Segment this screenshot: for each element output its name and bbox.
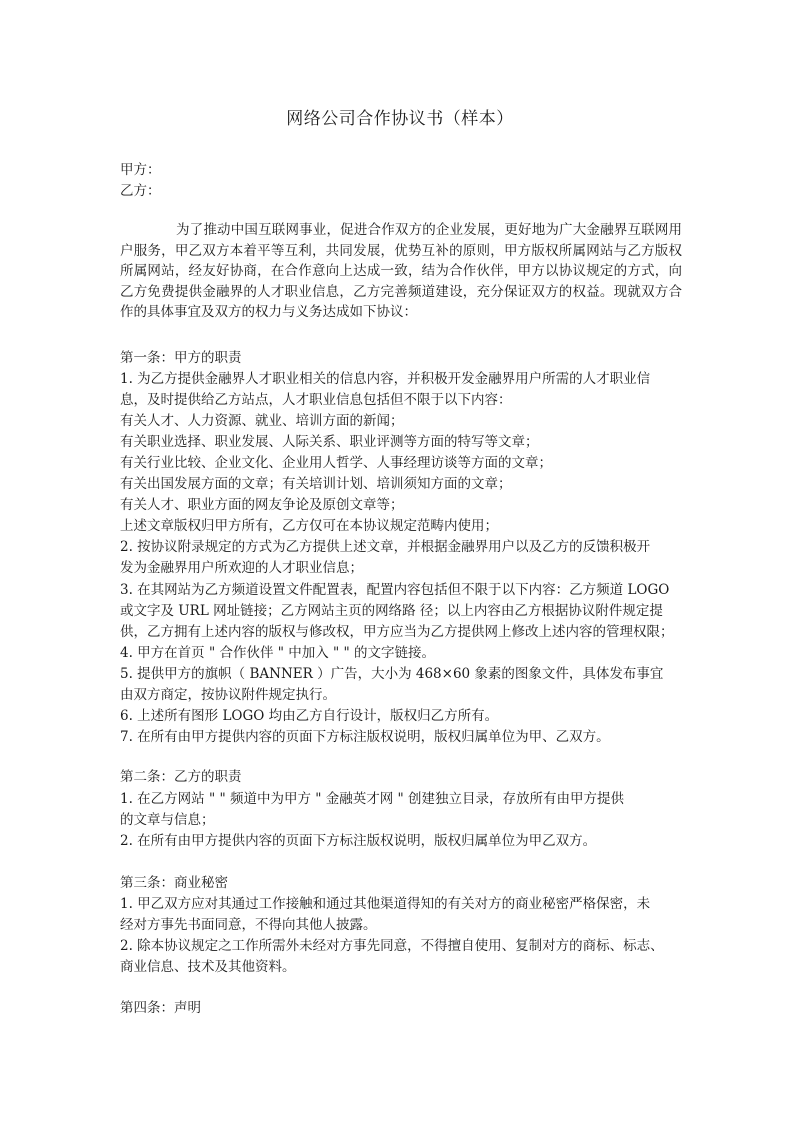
article-1-line: 息，及时提供给乙方站点，人才职业信息包括但不限于以下内容：: [120, 392, 512, 408]
article-2-heading: 第二条：乙方的职责: [120, 769, 242, 785]
article-3-line: 2. 除本协议规定之工作所需外未经对方事先同意，不得擅自使用、复制对方的商标、标志、: [120, 938, 664, 954]
party-a-label: 甲方：: [120, 162, 161, 178]
article-1-line: 5. 提供甲方的旗帜（ BANNER ）广告，大小为 468×60 象素的图象文件，具体发布事宜: [120, 666, 664, 682]
intro-paragraph: 为了推动中国互联网事业，促进合作双方的企业发展，更好地为广大金融界互联网用户服务，甲乙双方本着平等互利，共同发展，优势互补的原则，甲方版权所属网站与乙方版权所属网站，经友好协商，在合作意向上达成一致，结为合作伙伴，甲方以协议规定的方式，向乙方免费提供金融界的人才职业信息，乙方完善频道建设，充分保证双方的权益。现就双方合作的具体事宜及双方的权力与义务达成如下协议：: [120, 222, 682, 320]
party-b-label: 乙方：: [120, 183, 161, 199]
article-1-line: 有关出国发展方面的文章；有关培训计划、培训须知方面的文章；: [120, 476, 512, 492]
article-4-heading: 第四条：声明: [120, 1000, 201, 1016]
article-1-heading: 第一条：甲方的职责: [120, 350, 242, 366]
article-1-line: 供，乙方拥有上述内容的版权与修改权，甲方应当为乙方提供网上修改上述内容的管理权限；: [120, 624, 674, 640]
article-1-line: 上述文章版权归甲方所有，乙方仅可在本协议规定范畴内使用；: [120, 518, 498, 534]
article-1-line: 有关职业选择、职业发展、人际关系、职业评测等方面的特写等文章；: [120, 434, 539, 450]
article-1-line: 有关人才、人力资源、就业、培训方面的新闻；: [120, 413, 404, 429]
article-1-line: 1. 为乙方提供金融界人才职业相关的信息内容，并积极开发金融界用户所需的人才职业信: [120, 371, 651, 387]
article-1-line: 有关行业比较、企业文化、企业用人哲学、人事经理访谈等方面的文章；: [120, 455, 552, 471]
article-1-line: 3. 在其网站为乙方频道设置文件配置表，配置内容包括但不限于以下内容：乙方频道 LOGO: [120, 582, 670, 598]
article-1-line: 或文字及 URL 网址链接；乙方网站主页的网络路 径；以上内容由乙方根据协议附件规定提: [120, 603, 663, 619]
article-2-line: 1. 在乙方网站 " " 频道中为甲方 " 金融英才网 " 创建独立目录，存放所有由甲方提供: [120, 791, 625, 807]
article-1-line: 有关人才、职业方面的网友争论及原创文章等；: [120, 497, 404, 513]
article-3-line: 1. 甲乙双方应对其通过工作接触和通过其他渠道得知的有关对方的商业秘密严格保密，未: [120, 896, 651, 912]
article-2-line: 2. 在所有由甲方提供内容的页面下方标注版权说明，版权归属单位为甲乙双方。: [120, 833, 597, 849]
article-1-line: 2. 按协议附录规定的方式为乙方提供上述文章，并根据金融界用户以及乙方的反馈积极开: [120, 539, 651, 555]
article-1-line: 4. 甲方在首页 " 合作伙伴 " 中加入 " " 的文字链接。: [120, 645, 436, 661]
article-3-heading: 第三条：商业秘密: [120, 875, 228, 891]
article-3-line: 商业信息、技术及其他资料。: [120, 959, 296, 975]
article-1-line: 7. 在所有由甲方提供内容的页面下方标注版权说明，版权归属单位为甲、乙双方。: [120, 729, 610, 745]
article-2-line: 的文章与信息；: [120, 812, 215, 828]
article-3-line: 经对方事先书面同意，不得向其他人披露。: [120, 917, 377, 933]
document-title: 网络公司合作协议书（样本）: [286, 109, 514, 129]
article-1-line: 6. 上述所有图形 LOGO 均由乙方自行设计，版权归乙方所有。: [120, 708, 499, 724]
article-1-line: 发为金融界用户所欢迎的人才职业信息；: [120, 560, 363, 576]
article-1-line: 由双方商定，按协议附件规定执行。: [120, 687, 336, 703]
